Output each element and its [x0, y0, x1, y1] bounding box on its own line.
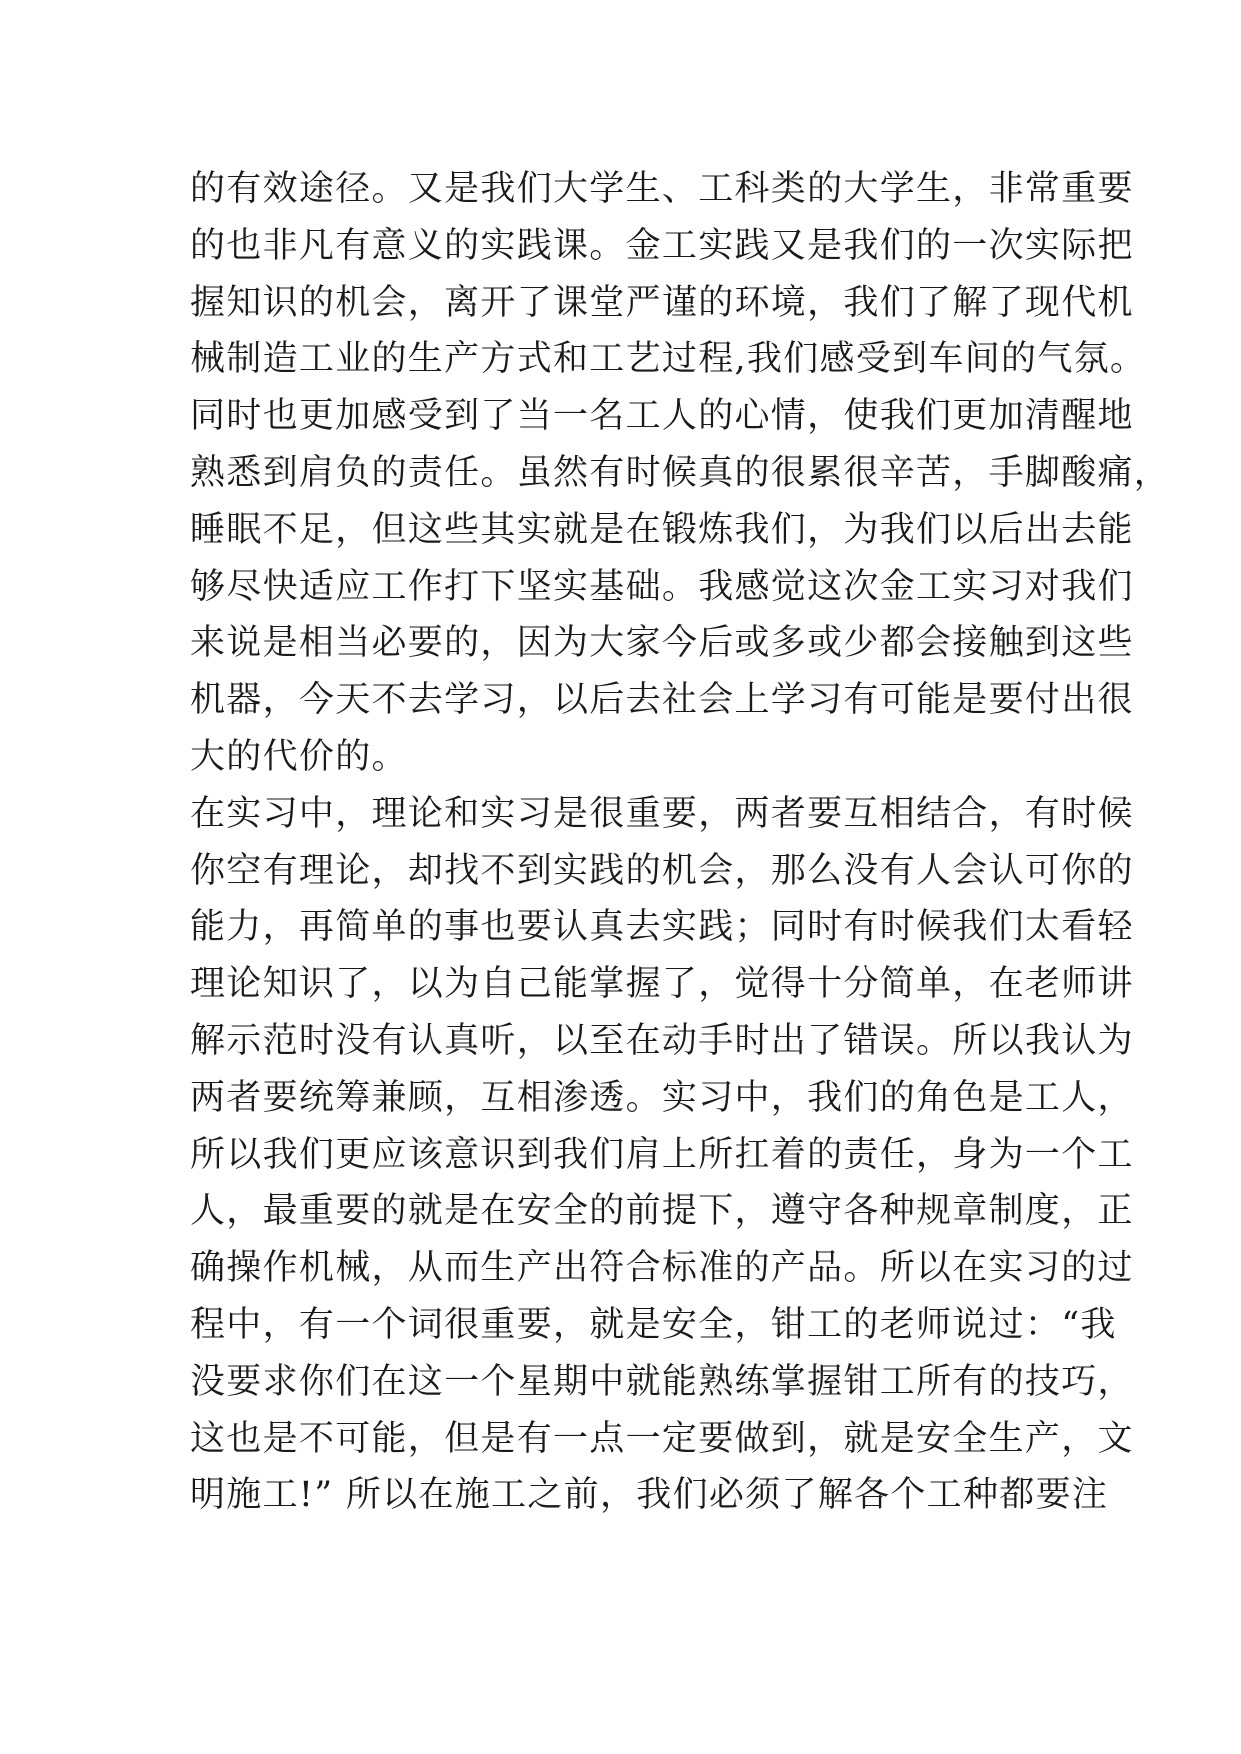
text-line: 确操作机械，从而生产出符合标准的产品。所以在实习的过 [190, 1248, 1134, 1289]
text-line: 机器，今天不去学习，以后去社会上学习有可能是要付出很 [190, 680, 1134, 721]
body-text [190, 161, 1171, 1524]
text-line: 所以我们更应该意识到我们肩上所扛着的责任，身为一个工 [190, 1134, 1134, 1175]
text-line: 在实习中，理论和实习是很重要，两者要互相结合，有时候 [190, 793, 1134, 834]
text-line: 熟悉到肩负的责任。虽然有时候真的很累很辛苦，手脚酸痛， [190, 452, 1171, 493]
text-line: 你空有理论，却找不到实践的机会，那么没有人会认可你的 [190, 850, 1134, 891]
text-line: 理论知识了，以为自己能掌握了，觉得十分简单，在老师讲 [190, 964, 1134, 1005]
text-line: 的也非凡有意义的实践课。金工实践又是我们的一次实际把 [190, 225, 1134, 266]
text-line: 的有效途径。又是我们大学生、工科类的大学生，非常重要 [190, 169, 1134, 209]
text-line: 睡眠不足，但这些其实就是在锻炼我们，为我们以后出去能 [190, 509, 1134, 550]
text-line: 两者要统筹兼顾，互相渗透。实习中，我们的角色是工人， [190, 1077, 1134, 1118]
text-line: 程中，有一个词很重要，就是安全，钳工的老师说过：“我 [190, 1304, 1117, 1345]
text-line: 明施工!” 所以在施工之前，我们必须了解各个工种都要注 [190, 1475, 1109, 1516]
text-line: 这也是不可能，但是有一点一定要做到，就是安全生产，文 [190, 1418, 1134, 1459]
text-line: 能力，再简单的事也要认真去实践；同时有时候我们太看轻 [190, 907, 1134, 948]
text-line: 没要求你们在这一个星期中就能熟练掌握钳工所有的技巧， [190, 1361, 1134, 1402]
text-line: 够尽快适应工作打下坚实基础。我感觉这次金工实习对我们 [190, 566, 1134, 607]
text-line: 握知识的机会，离开了课堂严谨的环境，我们了解了现代机 [190, 282, 1134, 323]
text-line: 械制造工业的生产方式和工艺过程,我们感受到车间的气氛。 [190, 339, 1147, 380]
text-line: 解示范时没有认真听，以至在动手时出了错误。所以我认为 [190, 1020, 1134, 1061]
text-line: 来说是相当必要的，因为大家今后或多或少都会接触到这些 [190, 623, 1134, 664]
text-line: 人，最重要的就是在安全的前提下，遵守各种规章制度，正 [190, 1191, 1134, 1232]
text-line: 同时也更加感受到了当一名工人的心情，使我们更加清醒地 [190, 396, 1134, 437]
text-line: 大的代价的。 [190, 736, 408, 777]
